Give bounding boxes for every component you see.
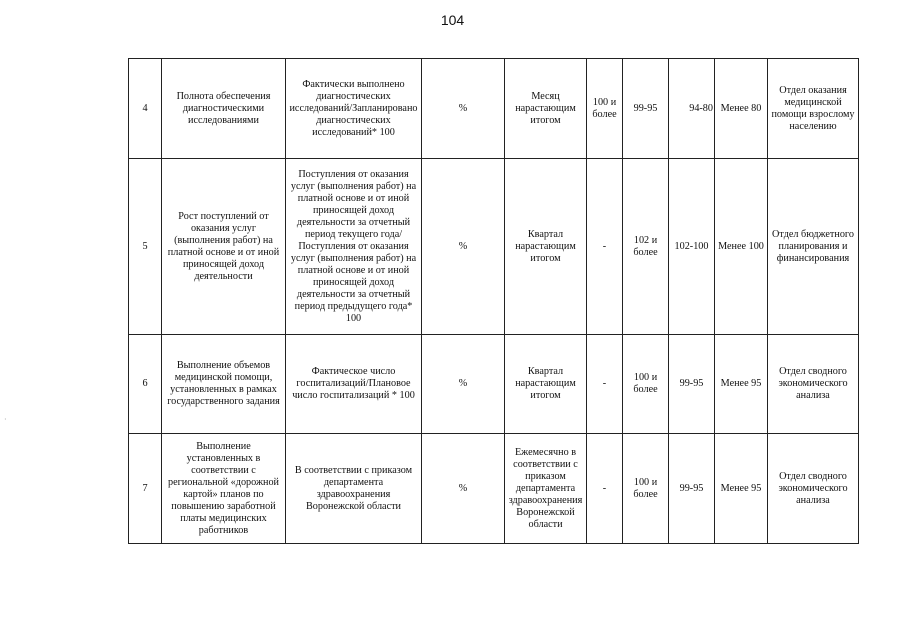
table-row (129, 335, 859, 434)
criterion-cell-3: 99-95 (669, 434, 715, 544)
criterion-cell-3: 94-80 (669, 59, 715, 159)
indicator-name-cell: Выполнение объемов медицинской помощи, установленных в рамках государственного задания (162, 335, 286, 434)
period-cell: Квартал нарастающим итогом (505, 335, 587, 434)
page-number: 104 (440, 12, 465, 28)
responsible-dept-cell: Отдел бюджетного планирования и финансирования (768, 159, 859, 335)
responsible-dept-cell: Отдел сводного экономического анализа (768, 434, 859, 544)
indicators-table (128, 58, 859, 544)
formula-cell: Поступления от оказания услуг (выполнения работ) на платной основе и от иной приносящей доход деятельности за отчетный период текущего года/ Поступления от оказания услуг (выполнения работ) на платной основе и от иной приносящей доход деятельности за отчетный период предыдущего года* 100 (286, 159, 422, 335)
table-row (129, 434, 859, 544)
criterion-cell-1: - (587, 335, 623, 434)
criterion-cell-1: - (587, 159, 623, 335)
period-cell: Месяц нарастающим итогом (505, 59, 587, 159)
table-row (129, 159, 859, 335)
criterion-cell-2: 100 и более (623, 335, 669, 434)
criterion-cell-2: 99-95 (623, 59, 669, 159)
criterion-cell-4: Менее 95 (715, 434, 768, 544)
criterion-cell-3: 102-100 (669, 159, 715, 335)
period-cell: Квартал нарастающим итогом (505, 159, 587, 335)
scan-artifact: · (4, 415, 7, 424)
unit-cell: % (422, 335, 505, 434)
table-row (129, 59, 859, 159)
indicator-name-cell: Рост поступлений от оказания услуг (выполнения работ) на платной основе и от иной приносящей доход деятельности (162, 159, 286, 335)
period-cell: Ежемесячно в соответствии с приказом департамента здравоохранения Воронежской области (505, 434, 587, 544)
row-number-cell: 6 (129, 335, 162, 434)
criterion-cell-3: 99-95 (669, 335, 715, 434)
criterion-cell-2: 102 и более (623, 159, 669, 335)
criterion-cell-1: 100 и более (587, 59, 623, 159)
unit-cell: % (422, 159, 505, 335)
formula-cell: Фактическое число госпитализаций/Плановое число госпитализаций * 100 (286, 335, 422, 434)
criterion-cell-1: - (587, 434, 623, 544)
indicator-name-cell: Полнота обеспечения диагностическими исследованиями (162, 59, 286, 159)
criterion-cell-4: Менее 100 (715, 159, 768, 335)
row-number-cell: 5 (129, 159, 162, 335)
formula-cell: Фактически выполнено диагностических исследований/Запланировано диагностических исследований* 100 (286, 59, 422, 159)
responsible-dept-cell: Отдел оказания медицинской помощи взрослому населению (768, 59, 859, 159)
unit-cell: % (422, 434, 505, 544)
formula-cell: В соответствии с приказом департамента здравоохранения Воронежской области (286, 434, 422, 544)
row-number-cell: 7 (129, 434, 162, 544)
row-number-cell: 4 (129, 59, 162, 159)
responsible-dept-cell: Отдел сводного экономического анализа (768, 335, 859, 434)
criterion-cell-4: Менее 80 (715, 59, 768, 159)
criterion-cell-4: Менее 95 (715, 335, 768, 434)
criterion-cell-2: 100 и более (623, 434, 669, 544)
indicator-name-cell: Выполнение установленных в соответствии с региональной «дорожной картой» планов по повышению заработной платы медицинских работников (162, 434, 286, 544)
unit-cell: % (422, 59, 505, 159)
